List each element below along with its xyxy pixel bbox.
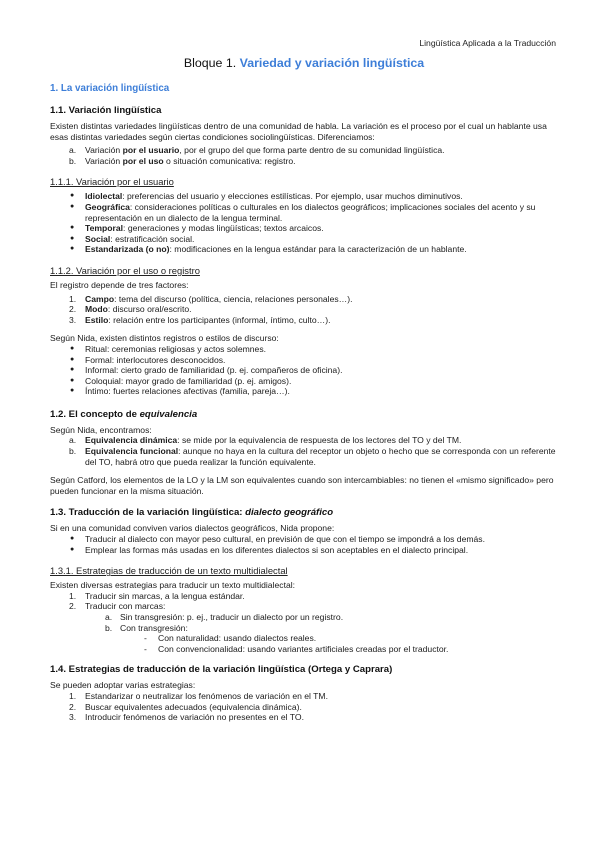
item-text: Traducir sin marcas, a la lengua estándar. [85,590,245,601]
section-1-1-heading: 1.1. Variación lingüística [50,105,162,116]
section-1-4-heading: 1.4. Estrategias de traducción de la variación lingüística (Ortega y Caprara) [50,664,393,676]
list-item [50,702,558,713]
list-item [50,244,558,255]
multidialect-intro: Existen diversas estrategias para traducir un texto multidialectal: [50,580,296,591]
list-marker: 2. [69,304,77,315]
list-marker: 3. [69,712,77,723]
item-text: Estandarizar o neutralizar los fenómenos de variación en el TM. [85,690,328,701]
list-marker: a. [69,145,77,156]
item-text: Variación [85,145,123,156]
item-text: : estratificación social. [110,233,195,244]
item-text: Con transgresión: [120,622,188,633]
list-item [50,435,558,446]
list-item [50,644,558,655]
list-marker: a. [105,612,113,622]
equivalence-list [50,435,558,467]
item-bold: Temporal [85,223,124,234]
list-item [50,633,558,644]
list-item [50,691,558,702]
heading-text: 1.3. Traducción de la variación lingüística: [50,507,246,519]
bullet-icon: ● [70,355,75,363]
document-body [50,56,558,723]
dash-marker: - [144,633,147,644]
list-item [50,156,558,167]
item-bold: Campo [85,293,115,304]
document-title [50,56,558,71]
bullet-icon: ● [70,202,75,210]
nida-registers-list [50,344,558,397]
user-variation-list [50,191,558,255]
item-text: Íntimo: fuertes relaciones afectivas (familia, pareja…). [85,386,290,397]
item-text: : preferencias del usuario y elecciones estilísticas. Por ejemplo, usar muchos diminutivos. [122,191,463,202]
list-item [50,202,558,223]
list-item [50,315,558,326]
list-marker: a. [69,435,77,446]
item-text: : aunque no haya en la cultura del receptor un objeto o hecho que se corresponda con un referente del TO, habrá otro que pueda realizar la función equivalente. [85,446,556,467]
section-1-1-intro: Existen distintas variedades lingüísticas dentro de una comunidad de habla. La variación es el proceso por el cual un hablante usa esas distintas variedades según ciertas condiciones sociolingüísticas. Diferenciamos: [50,121,547,142]
item-text: Con convencionalidad: usando variantes artificiales creadas por el traductor. [158,643,449,654]
list-item [50,386,558,397]
strategies-list [50,691,558,723]
section-1-2-heading [50,409,558,421]
item-bold: Equivalencia dinámica [85,435,178,446]
equivalence-intro: Según Nida, encontramos: [50,424,152,435]
item-bold: Estandarizada (o no) [85,244,170,255]
bullet-icon: ● [70,387,75,395]
item-text: Emplear las formas más usadas en los diferentes dialectos si son aceptables en el dialecto principal. [85,544,469,555]
register-intro: El registro depende de tres factores: [50,279,189,290]
list-marker: 2. [69,601,77,612]
list-marker: 1. [69,293,77,304]
list-item [50,534,558,545]
bullet-icon: ● [70,535,75,543]
item-text: Formal: interlocutores desconocidos. [85,354,226,365]
item-bold: Social [85,233,111,244]
section-1-1-2-heading: 1.1.2. Variación por el uso o registro [50,264,200,276]
bullet-icon: ● [70,376,75,384]
item-text: : modificaciones en la lengua estándar para la caracterización de un hablante. [169,244,467,255]
item-bold: Modo [85,304,108,315]
section-1-heading: 1. La variación lingüística [50,83,170,94]
item-text: : generaciones y modas lingüísticas; textos arcaicos. [123,223,324,234]
list-item [50,365,558,376]
section-1-3-1-heading: 1.3.1. Estrategias de traducción de un texto multidialectal [50,565,288,577]
list-item [50,145,558,156]
heading-emphasis: equivalencia [139,408,198,420]
item-text: , por el grupo del que forma parte dentro de su comunidad lingüística. [179,145,445,156]
item-text: : tema del discurso (política, ciencia, relaciones personales…). [114,293,353,304]
dash-marker: - [144,643,147,654]
nida-registers-intro: Según Nida, existen distintos registros o estilos de discurso: [50,333,279,344]
list-item [50,344,558,355]
item-bold: Geográfica [85,201,130,212]
dialect-intro: Si en una comunidad conviven varios dialectos geográficos, Nida propone: [50,523,335,534]
list-item [50,304,558,315]
list-item [50,446,558,467]
list-item [50,712,558,723]
item-text: Buscar equivalentes adecuados (equivalencia dinámica). [85,701,302,712]
bullet-icon: ● [70,545,75,553]
item-text: Informal: cierto grado de familiaridad (p. ej. compañeros de oficina). [85,365,343,376]
list-item [50,294,558,305]
item-bold: Equivalencia funcional [85,446,179,457]
title-accent: Variedad y variación lingüística [239,56,425,70]
bullet-icon: ● [70,366,75,374]
item-bold: por el usuario [122,145,180,156]
item-text: Introducir fenómenos de variación no presentes en el TO. [85,712,304,723]
dialect-list [50,534,558,555]
heading-text: 1.2. El concepto de [50,408,140,420]
list-item [50,601,558,612]
list-item [50,591,558,602]
multidialect-list [50,591,558,655]
item-text: : se mide por la equivalencia de respuesta de los lectores del TO y del TM. [177,435,462,446]
list-item [50,234,558,245]
item-text: : discurso oral/escrito. [107,304,192,315]
list-item [50,376,558,387]
item-text: Traducir con marcas: [85,601,166,612]
bullet-icon: ● [70,234,75,242]
list-marker: 1. [69,690,77,701]
variation-list [50,145,558,166]
item-bold: por el uso [122,155,164,166]
running-header: Lingüística Aplicada a la Traducción [419,38,556,48]
item-bold: Estilo [85,314,109,325]
list-marker: 3. [69,314,77,325]
list-item [50,355,558,366]
item-text: : relación entre los participantes (informal, íntimo, culto…). [108,314,331,325]
section-1-1-1-heading: 1.1.1. Variación por el usuario [50,176,174,188]
title-prefix: Bloque 1. [183,56,240,70]
item-text: o situación comunicativa: registro. [163,155,296,166]
bullet-icon: ● [70,344,75,352]
list-item [50,191,558,202]
strategies-intro: Se pueden adoptar varias estrategias: [50,680,196,691]
item-text: Sin transgresión: p. ej., traducir un dialecto por un registro. [120,612,344,622]
bullet-icon: ● [70,192,75,200]
list-marker: b. [69,446,77,457]
list-item [50,623,558,634]
item-text: Con naturalidad: usando dialectos reales. [158,633,317,644]
register-factors-list [50,294,558,326]
bullet-icon: ● [70,224,75,232]
item-text: : consideraciones políticas o culturales en los dialectos geográficos; implicaciones sociales del acento y su representación en un dialecto de la lengua terminal. [85,201,536,223]
item-text: Variación [85,155,123,166]
catford-paragraph: Según Catford, los elementos de la LO y la LM son equivalentes cuando son intercambiables: no tienen el «mismo significado» pero pueden funcionar en la misma situación. [50,475,554,496]
item-text: Ritual: ceremonias religiosas y actos solemnes. [85,343,267,354]
item-text: Traducir al dialecto con mayor peso cultural, en previsión de que con el tiempo se impondrá a los demás. [85,534,485,545]
list-marker: b. [69,155,77,166]
list-marker: b. [105,622,113,633]
list-item [50,612,558,623]
heading-emphasis: dialecto geográfico [245,507,334,519]
bullet-icon: ● [70,245,75,253]
section-1-3-heading [50,507,558,519]
item-text: Coloquial: mayor grado de familiaridad (p. ej. amigos). [85,375,292,386]
list-item [50,223,558,234]
item-bold: Idiolectal [85,191,123,202]
list-marker: 1. [69,590,77,601]
list-marker: 2. [69,701,77,712]
list-item [50,545,558,556]
